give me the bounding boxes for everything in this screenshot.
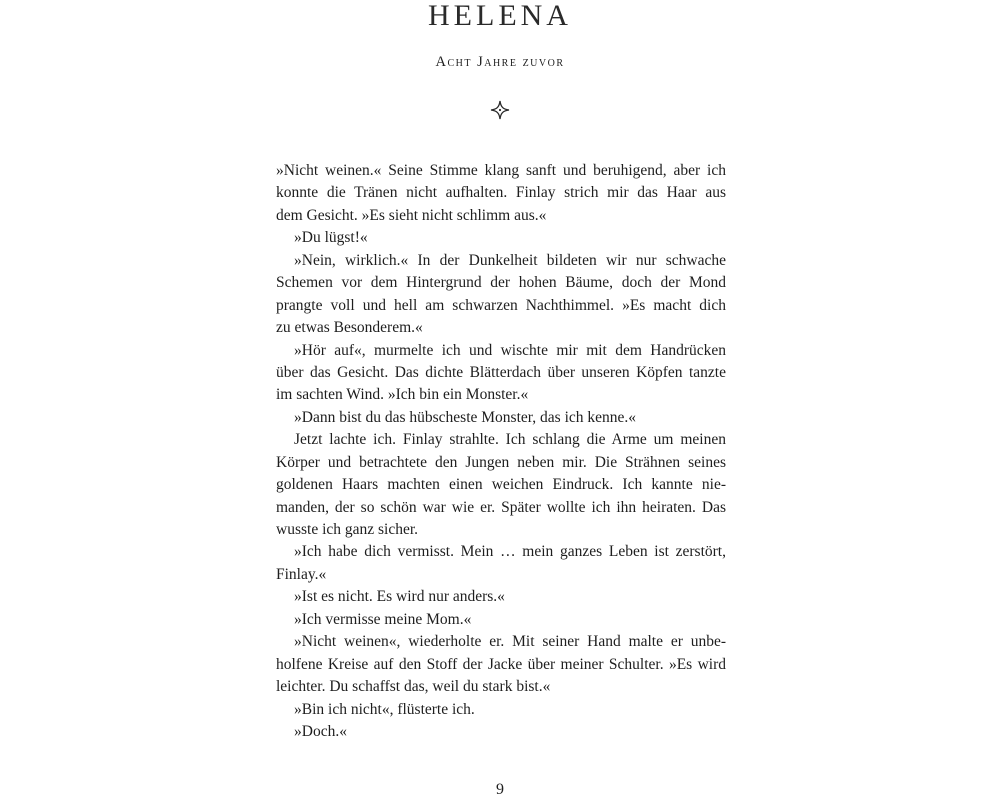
text-line: manden, der so schön war wie er. Später wollte ich ihn heiraten. Das	[276, 498, 726, 516]
four-point-star-ornament-icon	[490, 100, 510, 120]
text-line: Körper und betrachtete den Jungen neben mir. Die Strähnen seines	[276, 453, 726, 471]
text-line: holfene Kreise auf den Stoff der Jacke über meiner Schulter. »Es wird	[276, 655, 726, 673]
paragraph	[276, 429, 726, 541]
text-line: konnte die Tränen nicht aufhalten. Finlay strich mir das Haar aus	[276, 184, 726, 202]
paragraph	[276, 160, 726, 227]
text-line: »Bin ich nicht«, flüsterte ich.	[294, 700, 475, 718]
text-line: goldenen Haars machten einen weichen Eindruck. Ich kannte nie-	[276, 476, 726, 494]
text-line: »Hör auf«, murmelte ich und wischte mir mit dem Handrücken	[294, 341, 726, 359]
paragraph	[276, 721, 726, 743]
text-line: über das Gesicht. Das dichte Blätterdach über unseren Köpfen tanzte	[276, 363, 726, 381]
text-line: »Doch.«	[294, 722, 347, 740]
text-line: »Dann bist du das hübscheste Monster, das ich kenne.«	[294, 408, 637, 426]
text-line: »Nein, wirklich.« In der Dunkelheit bildeten wir nur schwache	[294, 251, 726, 269]
paragraph	[276, 609, 726, 631]
text-line: prangte voll und hell am schwarzen Nachthimmel. »Es macht dich	[276, 296, 726, 314]
paragraph	[276, 407, 726, 429]
text-line: »Ich vermisse meine Mom.«	[294, 610, 472, 628]
text-line: Finlay.«	[276, 565, 327, 583]
text-line: dem Gesicht. »Es sieht nicht schlimm aus.«	[276, 206, 547, 224]
text-line: »Nicht weinen.« Seine Stimme klang sanft und beruhigend, aber ich	[276, 162, 726, 179]
text-line: »Du lügst!«	[294, 229, 368, 247]
text-line: Jetzt lachte ich. Finlay strahlte. Ich schlang die Arme um meinen	[294, 431, 726, 449]
text-line: »Ist es nicht. Es wird nur anders.«	[294, 588, 505, 606]
paragraph	[276, 699, 726, 721]
paragraph	[276, 250, 726, 340]
paragraph	[276, 227, 726, 249]
chapter-title: HELENA	[428, 0, 572, 32]
text-line: zu etwas Besonderem.«	[276, 319, 423, 337]
paragraph	[276, 631, 726, 698]
text-line: »Nicht weinen«, wiederholte er. Mit seiner Hand malte er unbe-	[294, 633, 726, 651]
chapter-body	[276, 160, 726, 743]
page-number: 9	[496, 781, 504, 798]
text-line: Schemen vor dem Hintergrund der hohen Bäume, doch der Mond	[276, 274, 726, 292]
text-line: im sachten Wind. »Ich bin ein Monster.«	[276, 386, 529, 404]
text-line: »Ich habe dich vermisst. Mein … mein ganzes Leben ist zerstört,	[294, 543, 726, 561]
chapter-subtitle: Acht Jahre zuvor	[435, 54, 565, 70]
paragraph	[276, 586, 726, 608]
paragraph	[276, 541, 726, 586]
text-line: leichter. Du schaffst das, weil du stark bist.«	[276, 678, 551, 696]
paragraph	[276, 340, 726, 407]
text-line: wusste ich ganz sicher.	[276, 521, 419, 538]
